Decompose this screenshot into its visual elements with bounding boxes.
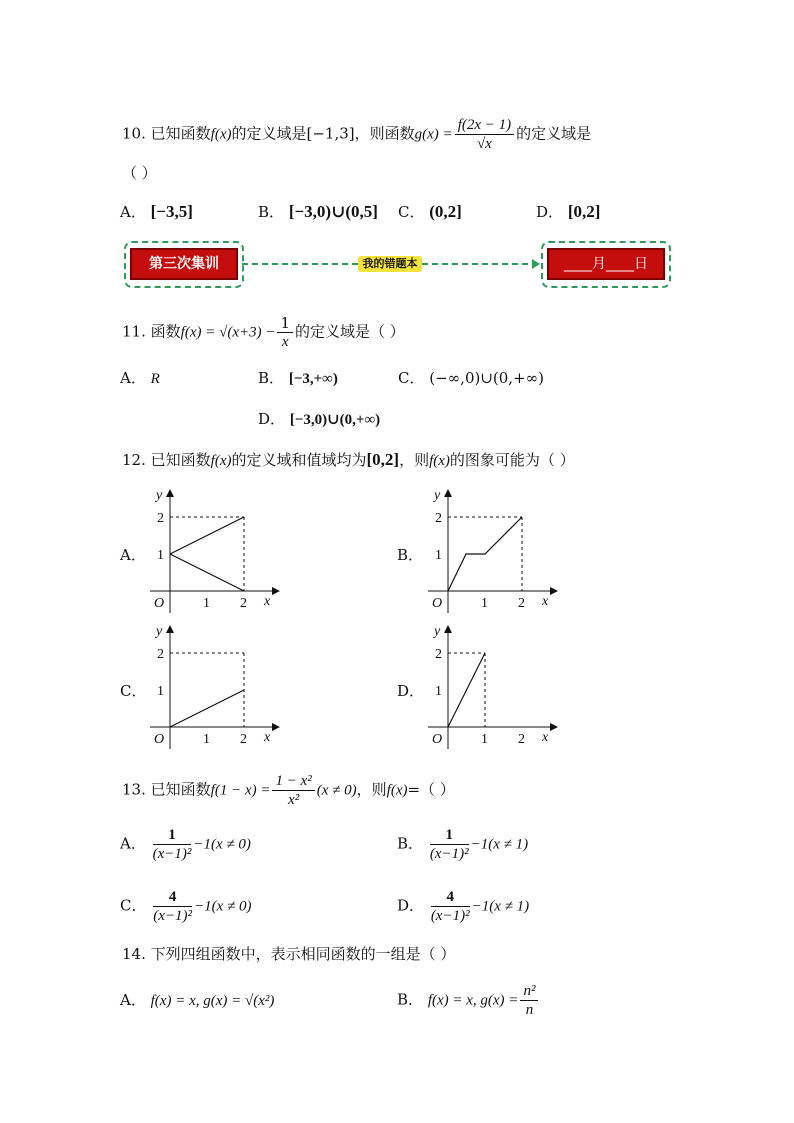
q12-graph-c-label[interactable]: C． [120,682,147,700]
axis-x-label: x [264,594,271,609]
tick-y-2: 2 [157,647,164,662]
axis-y-label: y [156,624,163,639]
tick-x-1: 1 [203,732,210,747]
axis-origin-label: O [154,596,165,611]
tick-y-1: 1 [435,684,442,699]
q12-graph-d-label[interactable]: D． [397,682,425,700]
q12-graph-b-label[interactable]: B． [397,546,424,564]
question-14-stem: 14. 下列四组函数中，表示相同函数的一组是（ ） [122,945,456,963]
tick-y-2: 2 [435,511,442,526]
q11-option-a[interactable]: A． R [120,369,160,387]
axis-y-label: y [156,488,163,503]
banner-left-label: 第三次集训 [130,248,238,280]
q14-option-a[interactable]: A． f(x) = x, g(x) = √(x²) [120,991,275,1009]
tick-y-2: 2 [435,647,442,662]
question-12-stem: 12. 已知函数f(x)的定义域和值域均为[0,2]，则f(x)的图象可能为（ ） [122,450,575,469]
question-13-stem: 13. 已知函数f(1 − x) = $\frac{\text{1 − x²}}{\text{x²}}$ (x ≠ 0)，则f(x)=（ ） [122,773,455,808]
q10-option-c[interactable]: C． (0,2] [398,202,462,221]
q12-graph-a [140,485,280,615]
tick-y-2: 2 [157,511,164,526]
axis-y-label: y [434,624,441,639]
q13-option-d[interactable]: D． $\frac{4}{\text{(x−1)²}}$ −1(x ≠ 1) [397,889,530,924]
q12-graph-a-label[interactable]: A． [120,546,146,564]
q12-graph-c [140,621,280,751]
q13-fraction: $\frac{\text{1 − x²}}{\text{x²}}$ [272,772,314,809]
axis-origin-label: O [154,732,165,747]
q11-option-d[interactable]: D． [−3,0)∪(0,+∞) [258,410,381,428]
tick-y-1: 1 [157,684,164,699]
q10-option-d[interactable]: D． [0,2] [536,202,601,221]
q10-option-a[interactable]: A． [−3,5] [120,202,193,221]
axis-y-label: y [434,488,441,503]
axis-x-label: x [542,594,549,609]
question-10-stem: 10. 已知函数f(x)的定义域是[−1,3]，则函数g(x) = $\frac{f(2x - 1)}{√x}$ 的定义域是 [122,117,592,152]
axis-x-label: x [542,730,549,745]
q13-option-b[interactable]: B． $\frac{1}{\text{(x−1)²}}$ −1(x ≠ 1) [397,827,529,862]
question-11-stem: 11. 函数f(x) = √(x+3) − $\frac{1}{x}$ 的定义域是（ ） [122,314,405,350]
q11-option-c[interactable]: C． (−∞,0)∪(0,+∞) [398,369,544,387]
axis-origin-label: O [432,596,443,611]
tick-x-2: 2 [518,732,525,747]
tick-x-2: 2 [240,596,247,611]
tick-x-1: 1 [203,596,210,611]
q10-fraction: $\frac{f(2x - 1)}{√x}$ [455,116,514,153]
q12-graph-b [418,485,558,615]
q11-option-b[interactable]: B． [−3,+∞) [258,369,338,387]
q14-option-b[interactable]: B． f(x) = x, g(x) = $\frac{\text{n²}}{n}$ [397,982,540,1019]
axis-origin-label: O [432,732,443,747]
axis-x-label: x [264,730,271,745]
tick-x-2: 2 [518,596,525,611]
tick-x-1: 1 [481,596,488,611]
q11-fraction: $\frac{1}{x}$ [277,314,293,351]
tick-x-2: 2 [240,732,247,747]
tick-y-1: 1 [435,548,442,563]
question-10-answer-paren: （ ） [122,164,157,182]
q10-option-b[interactable]: B． [−3,0)∪(0,5] [258,202,378,221]
banner-date-label: ____月____日 [547,248,665,280]
q13-option-a[interactable]: A． $\frac{1}{\text{(x−1)²}}$ −1(x ≠ 0) [120,827,251,862]
q13-option-c[interactable]: C． $\frac{4}{\text{(x−1)²}}$ −1(x ≠ 0) [120,889,252,924]
tick-x-1: 1 [481,732,488,747]
q12-graph-d [418,621,558,751]
tick-y-1: 1 [157,548,164,563]
banner-middle-tag: 我的错题本 [358,256,422,272]
